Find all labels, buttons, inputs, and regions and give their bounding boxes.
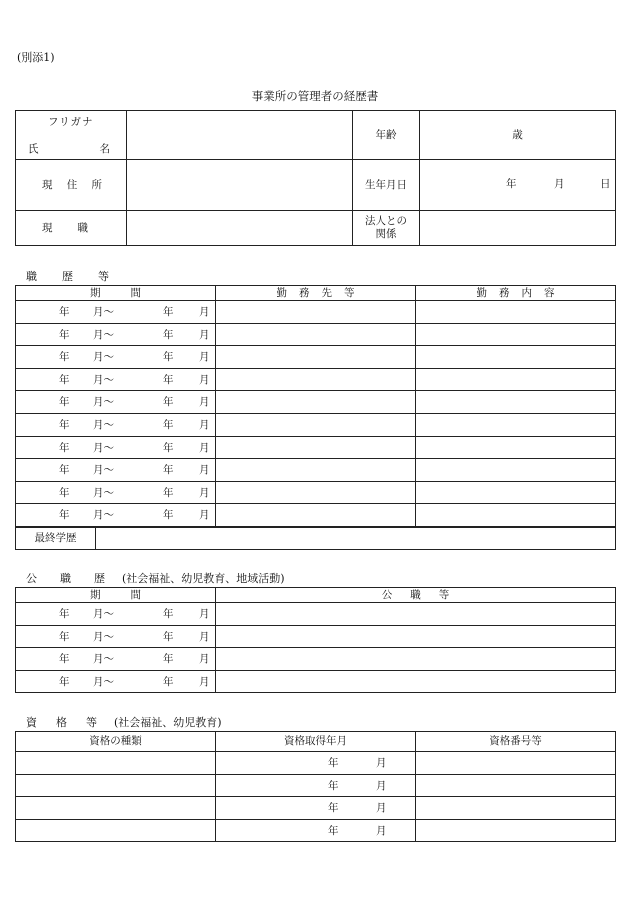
job-label-cell [16,211,127,246]
period-field[interactable] [16,481,216,504]
period-unit: 年 [59,653,70,666]
job-content-field[interactable] [416,504,616,527]
qual-col-date: 資格取得年月 [216,732,416,752]
period-field[interactable] [16,391,216,414]
annex-label: (別添1) [17,51,55,64]
period-unit: 年 [59,373,70,386]
period-unit: 月〜 [93,608,114,620]
job-label-b: 職 [77,221,88,234]
furigana-label: フリガナ [48,116,94,128]
job-content-field[interactable] [416,436,616,459]
job-content-field[interactable] [416,368,616,391]
period-unit: 年 [59,630,70,643]
education-field[interactable] [96,528,616,550]
period-unit: 年 [163,418,174,431]
period-unit: 年 [59,675,70,688]
period-unit: 月 [199,351,210,364]
name-label-cell [16,111,127,160]
qualification-date-field[interactable] [216,774,416,797]
period-unit: 年 [163,351,174,364]
job-label-a: 現 [42,221,53,234]
workplace-field[interactable] [216,391,416,414]
period-unit: 年 [59,396,70,409]
period-unit: 月 [199,441,210,454]
career-col-workplace: 勤 務 先 等 [216,286,416,301]
period-unit: 年 [59,608,70,620]
period-field[interactable] [16,368,216,391]
period-unit: 月 [199,630,210,643]
qualification-number-field[interactable] [416,797,616,820]
date-unit: 年 [328,757,339,769]
table-row [16,436,616,459]
period-unit: 月〜 [93,373,114,386]
table-row [16,797,616,820]
relation-field[interactable] [420,211,616,246]
period-unit: 月〜 [93,630,114,643]
period-unit: 月〜 [93,486,114,499]
period-unit: 年 [163,630,174,643]
qual-col-number: 資格番号等 [416,732,616,752]
period-unit: 年 [163,464,174,477]
table-row [16,648,616,671]
job-content-field[interactable] [416,481,616,504]
table-row [16,301,616,324]
period-unit: 月〜 [93,653,114,666]
qualification-type-field[interactable] [16,819,216,842]
dob-month: 月 [554,178,565,190]
table-row [16,504,616,527]
career-table [15,285,616,527]
workplace-field[interactable] [216,346,416,369]
job-content-field[interactable] [416,413,616,436]
job-content-field[interactable] [416,346,616,369]
public-post-field[interactable] [216,603,616,626]
period-unit: 年 [163,396,174,409]
date-unit: 月 [376,757,387,769]
public-office-table [15,587,616,693]
address-field[interactable] [127,160,353,211]
date-unit: 年 [328,779,339,792]
period-unit: 年 [59,464,70,477]
period-unit: 年 [163,509,174,522]
period-field[interactable] [16,625,216,648]
period-unit: 月〜 [93,464,114,477]
public-col-post: 公 職 等 [216,588,616,603]
period-unit: 年 [59,306,70,318]
job-content-field[interactable] [416,459,616,482]
qualification-date-field[interactable] [216,819,416,842]
name-label-b: 名 [99,143,110,155]
period-unit: 年 [163,441,174,454]
dob-year: 年 [506,178,517,190]
table-row [16,323,616,346]
table-row [16,752,616,775]
table-row [16,819,616,842]
period-field[interactable] [16,459,216,482]
workplace-field[interactable] [216,413,416,436]
table-row [16,603,616,626]
job-content-field[interactable] [416,301,616,324]
period-unit: 月 [199,653,210,666]
document-title: 事業所の管理者の経歴書 [251,89,379,103]
period-field[interactable] [16,436,216,459]
qualification-heading: 資 格 等 (社会福祉、幼児教育) [26,716,222,729]
public-post-field[interactable] [216,625,616,648]
period-unit: 月 [199,418,210,431]
qualification-date-field[interactable] [216,797,416,820]
address-label-cell [16,160,127,211]
period-field[interactable] [16,323,216,346]
public-heading-note: (社会福祉、幼児教育、地域活動) [122,572,285,585]
name-label-a: 氏 [28,143,39,155]
period-unit: 年 [163,306,174,318]
qualification-type-field[interactable] [16,797,216,820]
period-unit: 年 [163,608,174,620]
period-unit: 月 [199,396,210,409]
qualification-number-field[interactable] [416,774,616,797]
dob-field[interactable] [420,160,616,211]
relation-label-line1: 法人との [365,215,407,228]
period-unit: 月〜 [93,351,114,364]
period-unit: 年 [59,441,70,454]
job-content-field[interactable] [416,391,616,414]
workplace-field[interactable] [216,436,416,459]
public-post-field[interactable] [216,648,616,671]
table-row [16,774,616,797]
dob-day: 日 [600,178,611,190]
period-field[interactable] [16,670,216,693]
period-unit: 年 [163,486,174,499]
period-unit: 月 [199,464,210,477]
period-unit: 月 [199,328,210,341]
period-unit: 年 [163,328,174,341]
period-unit: 年 [59,418,70,431]
education-table [15,527,616,550]
dob-label: 生年月日 [353,160,420,211]
qualification-number-field[interactable] [416,752,616,775]
table-row [16,459,616,482]
period-field[interactable] [16,648,216,671]
period-unit: 月〜 [93,675,114,688]
public-post-field[interactable] [216,670,616,693]
profile-table [15,110,616,246]
career-heading: 職 歴 等 [26,270,109,283]
job-field[interactable] [127,211,353,246]
period-field[interactable] [16,504,216,527]
period-unit: 年 [163,653,174,666]
education-label: 最終学歴 [16,528,96,550]
period-unit: 月〜 [93,509,114,522]
qualification-type-field[interactable] [16,774,216,797]
period-unit: 月〜 [93,441,114,454]
period-unit: 月 [199,306,210,318]
period-unit: 年 [59,486,70,499]
period-unit: 月〜 [93,306,114,318]
workplace-field[interactable] [216,368,416,391]
table-row [16,481,616,504]
qualification-heading-note: (社会福祉、幼児教育) [114,716,222,729]
table-row [16,670,616,693]
table-row [16,346,616,369]
period-field[interactable] [16,603,216,626]
address-label-c: 所 [91,178,102,191]
qualification-number-field[interactable] [416,819,616,842]
date-unit: 月 [376,802,387,815]
career-col-content: 勤 務 内 容 [416,286,616,301]
age-unit: 歳 [512,128,523,141]
period-field[interactable] [16,346,216,369]
period-unit: 月〜 [93,418,114,431]
age-label: 年齢 [353,111,420,160]
table-row [16,413,616,436]
age-field[interactable] [420,111,616,160]
public-col-period: 期 間 [16,588,216,603]
period-field[interactable] [16,413,216,436]
relation-label-line2: 関係 [375,228,397,240]
qualification-date-field[interactable] [216,752,416,775]
period-unit: 年 [59,509,70,522]
workplace-field[interactable] [216,459,416,482]
public-heading: 公 職 歴 (社会福祉、幼児教育、地域活動) [26,572,285,585]
date-unit: 年 [328,802,339,815]
period-unit: 月 [199,509,210,522]
name-field[interactable] [127,111,353,160]
period-unit: 月〜 [93,396,114,409]
address-label-a: 現 [42,178,53,191]
qual-col-type: 資格の種類 [16,732,216,752]
period-unit: 月 [199,608,210,620]
period-unit: 月 [199,373,210,386]
period-unit: 月 [199,486,210,499]
date-unit: 月 [376,824,387,837]
period-unit: 月〜 [93,328,114,341]
address-label-b: 住 [66,178,78,191]
period-unit: 年 [59,328,70,341]
period-unit: 年 [163,675,174,688]
period-unit: 月 [199,675,210,688]
workplace-field[interactable] [216,323,416,346]
workplace-field[interactable] [216,481,416,504]
workplace-field[interactable] [216,504,416,527]
relation-label [353,211,420,246]
table-row [16,391,616,414]
table-row [16,625,616,648]
job-content-field[interactable] [416,323,616,346]
career-col-period: 期 間 [16,286,216,301]
qualification-type-field[interactable] [16,752,216,775]
workplace-field[interactable] [216,301,416,324]
date-unit: 年 [328,824,339,837]
period-unit: 年 [59,351,70,364]
qualification-table [15,731,616,842]
period-unit: 年 [163,373,174,386]
date-unit: 月 [376,779,387,792]
table-row [16,368,616,391]
period-field[interactable] [16,301,216,324]
